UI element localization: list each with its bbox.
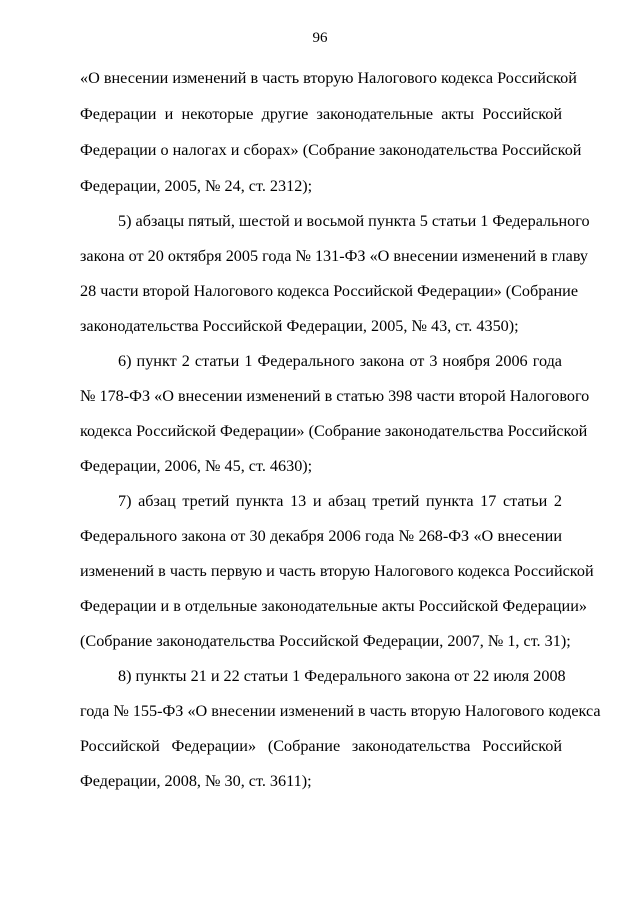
text-line: закона от 20 октября 2005 года № 131-ФЗ «О внесении изменений в главу [80, 247, 588, 265]
text-line: Федерации о налогах и сборах» (Собрание законодательства Российской [80, 141, 582, 159]
text-line: кодекса Российской Федерации» (Собрание законодательства Российской [80, 422, 588, 440]
text-line: № 178-ФЗ «О внесении изменений в статью 398 части второй Налогового [80, 387, 590, 405]
text-line: Федерации, 2005, № 24, ст. 2312); [80, 177, 313, 195]
text-line: 5) абзацы пятый, шестой и восьмой пункта 5 статьи 1 Федерального [118, 212, 590, 230]
page-number: 96 [312, 30, 328, 46]
text-line: Федерации и в отдельные законодательные акты Российской Федерации» [80, 597, 587, 615]
text-line: года № 155-ФЗ «О внесении изменений в часть вторую Налогового кодекса [80, 702, 601, 720]
text-line: 7) абзац третий пункта 13 и абзац третий пункта 17 статьи 2 [118, 492, 562, 510]
text-line: (Собрание законодательства Российской Федерации, 2007, № 1, ст. 31); [80, 632, 571, 650]
text-line: Федерации и некоторые другие законодательные акты Российской [80, 105, 562, 123]
text-line: Федерации, 2006, № 45, ст. 4630); [80, 457, 313, 475]
text-line: Федерального закона от 30 декабря 2006 года № 268-ФЗ «О внесении [80, 527, 562, 545]
text-line: «О внесении изменений в часть вторую Налогового кодекса Российской [80, 69, 577, 87]
text-line: Российской Федерации» (Собрание законодательства Российской [80, 737, 562, 755]
text-line: законодательства Российской Федерации, 2005, № 43, ст. 4350); [80, 317, 519, 335]
text-line: 28 части второй Налогового кодекса Российской Федерации» (Собрание [80, 282, 579, 300]
text-line: изменений в часть первую и часть вторую Налогового кодекса Российской [80, 562, 594, 580]
text-line: 8) пункты 21 и 22 статьи 1 Федерального закона от 22 июля 2008 [118, 667, 566, 685]
text-line: 6) пункт 2 статьи 1 Федерального закона от 3 ноября 2006 года [118, 352, 562, 370]
text-line: Федерации, 2008, № 30, ст. 3611); [80, 772, 312, 790]
